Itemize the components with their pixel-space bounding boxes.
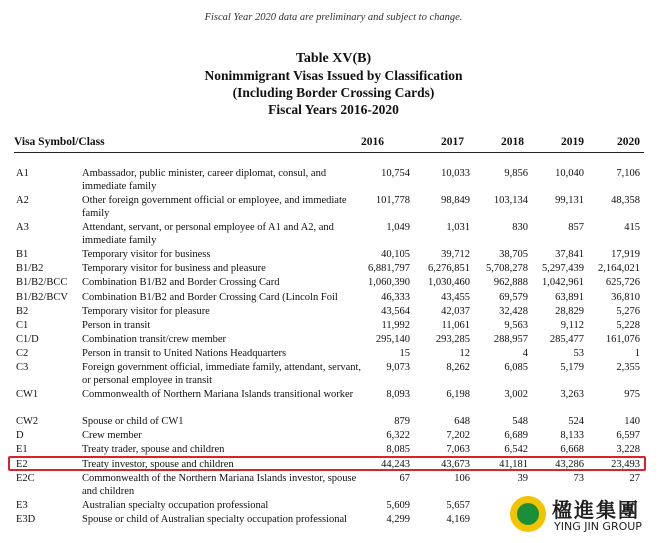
count-2020: 6,597 [616, 430, 640, 442]
count-2018: 9,856 [504, 168, 528, 179]
count-2016: 101,778 [375, 195, 410, 207]
table-row [14, 319, 644, 332]
table-row [14, 221, 644, 247]
count-2017: 106 [454, 472, 470, 484]
count-2016: 6,322 [386, 430, 410, 442]
visa-symbol: C1 [16, 319, 29, 331]
count-2020: 3,228 [616, 444, 640, 456]
count-2019: 53 [573, 347, 584, 359]
count-2019: 43,286 [555, 458, 584, 470]
visa-symbol: E2C [16, 472, 35, 484]
table-row [14, 167, 644, 193]
count-2020: 27 [629, 472, 640, 484]
count-2017: 1,031 [446, 222, 470, 234]
visa-description: Spouse or child of Australian specialty occupation professional [82, 513, 348, 525]
visa-description: Other foreign government official or employee, and immediate family [82, 195, 347, 220]
visa-symbol: C2 [16, 347, 29, 359]
count-2018: 41,181 [499, 458, 528, 470]
count-2016: 879 [394, 416, 410, 428]
count-2018: 5,708,278 [486, 263, 528, 275]
count-2016: 10,754 [381, 168, 410, 179]
visa-symbol: C1/D [16, 333, 39, 345]
visa-symbol: CW2 [16, 416, 39, 428]
count-2020: 975 [624, 389, 640, 401]
count-2016: 11,992 [381, 319, 410, 331]
header-2019: 2019 [561, 136, 584, 148]
count-2016: 1,049 [386, 222, 410, 234]
count-2020: 415 [624, 222, 640, 234]
visa-description: Spouse or child of CW1 [82, 416, 184, 428]
visa-symbol: B1 [16, 249, 29, 261]
count-2017: 42,037 [441, 305, 470, 317]
header-2017: 2017 [441, 136, 464, 148]
visa-symbol: B2 [16, 305, 29, 317]
count-2017: 6,276,851 [428, 263, 470, 275]
table-row [14, 276, 644, 289]
count-2016: 295,140 [375, 333, 410, 345]
count-2017: 43,673 [441, 458, 470, 470]
visa-symbol: A2 [16, 195, 29, 207]
count-2016: 8,085 [386, 444, 410, 456]
table-title: Nonimmigrant Visas Issued by Classification [204, 68, 463, 83]
count-2020: 23,493 [611, 458, 640, 470]
count-2018: 103,134 [493, 195, 528, 207]
count-2019: 524 [568, 416, 584, 428]
count-2018: 6,689 [504, 430, 528, 442]
table-number: Table XV(B) [295, 51, 372, 66]
count-2016: 5,609 [386, 499, 410, 511]
visa-symbol: B1/B2 [16, 263, 44, 275]
visa-description: Combination transit/crew member [82, 333, 227, 345]
visa-symbol: E1 [16, 444, 28, 456]
count-2019: 28,829 [555, 305, 584, 317]
logo-mark-icon [510, 496, 546, 532]
count-2019: 10,040 [555, 168, 584, 179]
visa-symbol: B1/B2/BCC [16, 277, 68, 289]
count-2016: 8,093 [386, 389, 410, 401]
count-2017: 4,169 [446, 513, 470, 525]
table-row [14, 248, 644, 261]
count-2017: 648 [454, 416, 470, 428]
count-2017: 5,657 [446, 499, 470, 511]
count-2018: 6,085 [504, 362, 528, 374]
table-row [14, 415, 644, 428]
visa-description: Temporary visitor for business [82, 249, 211, 261]
count-2017: 12 [459, 347, 470, 359]
table-row [14, 388, 644, 414]
count-2017: 98,849 [441, 195, 470, 207]
table-title-block [0, 50, 667, 118]
count-2019: 857 [568, 222, 584, 234]
table-row [14, 262, 644, 275]
visa-description: Australian specialty occupation professional [82, 499, 269, 511]
count-2019: 99,131 [555, 195, 584, 207]
table-row [14, 194, 644, 220]
count-2020: 48,358 [611, 195, 640, 207]
count-2018: 288,957 [493, 333, 528, 345]
logo-chinese-text: 楹進集團 [552, 498, 640, 522]
table-row [14, 291, 644, 304]
visa-description: Ambassador, public minister, career diplomat, consul, and immediate family [82, 168, 327, 192]
count-2019: 285,477 [549, 333, 584, 345]
header-2018: 2018 [501, 136, 524, 148]
count-2018: 6,542 [504, 444, 528, 456]
count-2019: 5,297,439 [542, 263, 584, 275]
logo-english-text: YING JIN GROUP [554, 520, 642, 533]
table-row [14, 443, 644, 456]
table-row [14, 347, 644, 360]
visa-symbol: B1/B2/BCV [16, 291, 68, 303]
visa-symbol: A3 [16, 222, 29, 234]
count-2016: 15 [399, 347, 410, 359]
count-2020: 5,228 [616, 319, 640, 331]
count-2019: 9,112 [560, 319, 584, 331]
header-symbol: Visa Symbol/Class [14, 136, 105, 148]
visa-symbol: CW1 [16, 389, 39, 401]
count-2017: 6,198 [446, 389, 470, 401]
visa-description: Temporary visitor for business and pleasure [82, 263, 266, 275]
visa-symbol: C3 [16, 362, 29, 374]
visa-description: Temporary visitor for pleasure [82, 305, 210, 317]
table-header [14, 136, 644, 153]
table-row [14, 305, 644, 318]
count-2019: 63,891 [555, 291, 584, 303]
count-2016: 40,105 [381, 249, 410, 261]
e2-highlight-box [8, 456, 646, 471]
count-2018: 69,579 [499, 291, 528, 303]
count-2019: 37,841 [555, 249, 584, 261]
count-2017: 10,033 [441, 168, 470, 179]
count-2018: 3,002 [504, 389, 528, 401]
count-2016: 9,073 [386, 362, 410, 374]
count-2016: 4,299 [386, 513, 410, 525]
count-2018: 548 [512, 416, 528, 428]
visa-description: Crew member [82, 430, 142, 442]
count-2018: 38,705 [499, 249, 528, 261]
count-2016: 1,060,390 [368, 277, 410, 289]
count-2019: 6,668 [560, 444, 584, 456]
visa-description: Combination B1/B2 and Border Crossing Card [82, 277, 280, 289]
count-2019: 3,263 [560, 389, 584, 401]
count-2016: 44,243 [381, 458, 410, 470]
count-2019: 8,133 [560, 430, 584, 442]
count-2020: 5,276 [616, 305, 640, 317]
count-2016: 46,333 [381, 291, 410, 303]
preliminary-note: Fiscal Year 2020 data are preliminary and subject to change. [204, 12, 463, 23]
count-2017: 43,455 [441, 291, 470, 303]
count-2020: 161,076 [605, 333, 640, 345]
count-2019: 73 [573, 472, 584, 484]
count-2019: 5,179 [560, 362, 584, 374]
header-2020: 2020 [617, 136, 640, 148]
count-2018: 39 [517, 472, 528, 484]
visa-description: Person in transit [82, 319, 151, 331]
fiscal-years: Fiscal Years 2016-2020 [268, 102, 399, 117]
visa-symbol: A1 [16, 168, 29, 179]
visa-symbol: E3 [16, 499, 28, 511]
count-2016: 6,881,797 [368, 263, 410, 275]
visa-symbol: E3D [16, 513, 36, 525]
visa-description: Combination B1/B2 and Border Crossing Card (Lincoln Foil [82, 291, 338, 303]
count-2017: 7,202 [446, 430, 470, 442]
count-2017: 11,061 [441, 319, 470, 331]
visa-description: Commonwealth of the Northern Mariana Islands investor, spouse and children [82, 472, 357, 497]
visa-description: Attendant, servant, or personal employee of A1 and A2, and immediate family [82, 222, 334, 247]
visa-description: Foreign government official, immediate family, attendant, servant, or personal employee in transit [82, 362, 362, 387]
visa-symbol: D [16, 430, 24, 442]
visa-description: Person in transit to United Nations Headquarters [82, 347, 287, 359]
count-2018: 830 [512, 222, 528, 234]
count-2018: 4 [522, 347, 528, 359]
count-2016: 67 [399, 472, 410, 484]
logo [510, 490, 662, 540]
table-row [14, 361, 644, 387]
count-2016: 43,564 [381, 305, 410, 317]
visa-description: Treaty trader, spouse and children [82, 444, 225, 456]
table-row [14, 429, 644, 442]
count-2018: 962,888 [493, 277, 528, 289]
count-2020: 140 [624, 416, 640, 428]
count-2019: 1,042,961 [542, 277, 584, 289]
count-2020: 36,810 [611, 291, 640, 303]
count-2020: 1 [634, 347, 640, 359]
count-2020: 625,726 [605, 277, 640, 289]
count-2020: 7,106 [616, 168, 640, 179]
count-2017: 39,712 [441, 249, 470, 261]
count-2020: 2,164,021 [598, 263, 640, 275]
count-2017: 293,285 [435, 333, 470, 345]
table-body [14, 167, 644, 540]
visa-symbol: E2 [16, 458, 28, 470]
visa-description: Commonwealth of Northern Mariana Islands transitional worker [82, 389, 354, 401]
count-2017: 8,262 [446, 362, 470, 374]
header-2016: 2016 [361, 136, 384, 148]
visa-description: Treaty investor, spouse and children [82, 458, 234, 470]
count-2017: 7,063 [446, 444, 470, 456]
count-2018: 32,428 [499, 305, 528, 317]
table-row [14, 333, 644, 346]
count-2018: 9,563 [504, 319, 528, 331]
count-2020: 2,355 [616, 362, 640, 374]
count-2020: 17,919 [611, 249, 640, 261]
table-subtitle: (Including Border Crossing Cards) [232, 85, 435, 100]
count-2017: 1,030,460 [428, 277, 470, 289]
